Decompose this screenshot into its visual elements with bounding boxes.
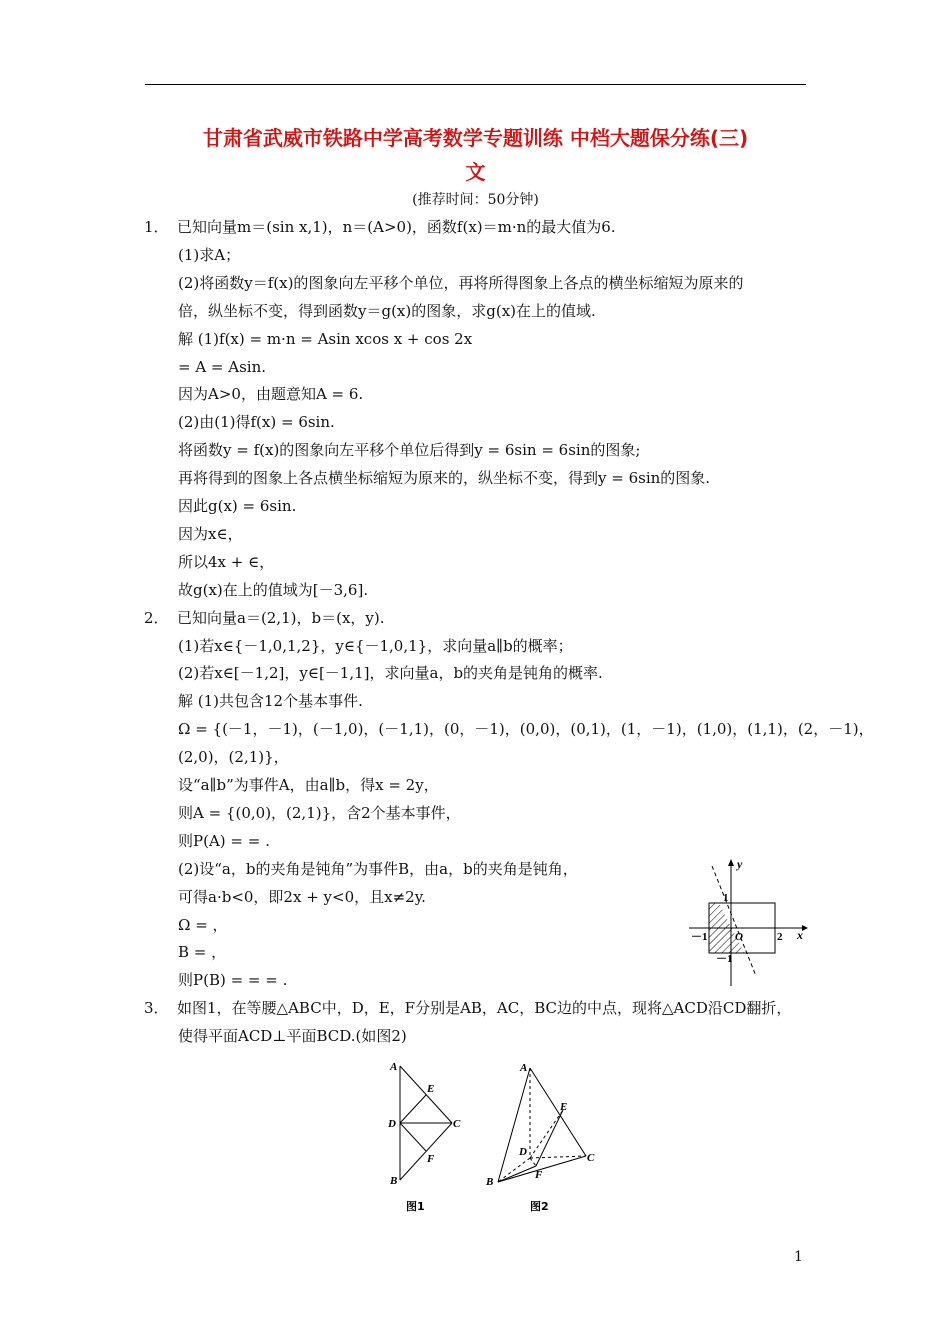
fig1-label-b: B: [390, 1175, 398, 1187]
text-line: [178, 273, 743, 293]
page-title-line2: 文: [465, 160, 486, 184]
line-text: (1)若x∈{－1,0,1,2}，y∈{－1,0,1}，求向量a∥b的概率；: [178, 636, 573, 655]
text-line: [178, 775, 439, 795]
text-line: [178, 524, 243, 544]
fig2-label-f: F: [535, 1169, 543, 1181]
text-line: [178, 636, 573, 656]
line-text: 因为x∈，: [178, 524, 243, 543]
text-line: [178, 412, 335, 432]
time-note: (推荐时间：50分钟): [412, 192, 539, 208]
text-line: [178, 496, 296, 516]
label-y: y: [737, 857, 743, 871]
line-text: 所以4x + ∈，: [178, 552, 275, 571]
line-text: Ω = {(－1，－1)，(－1,0)，(－1,1)，(0，－1)，(0,0)，(0,1)，(1，－1)，(1,0)，(1,1)，(2，－1)，: [178, 720, 874, 739]
fig1-label-e: E: [427, 1083, 435, 1095]
line-text: 再将得到的图象上各点横坐标缩短为原来的，纵坐标不变，得到y = 6sin的图象.: [178, 469, 711, 488]
text-line: [178, 329, 472, 349]
line-text: B = ，: [178, 943, 227, 962]
label-origin: O: [735, 931, 743, 943]
page-number: 1: [794, 1249, 803, 1265]
line-text: 因为A>0，由题意知A = 6.: [178, 385, 364, 404]
line-text: (2)由(1)得f(x) = 6sin.: [178, 413, 335, 432]
fig1-label-c: C: [453, 1118, 461, 1130]
text-line: [178, 357, 266, 377]
text-line: [178, 970, 287, 990]
text-line: [178, 468, 710, 488]
line-text: (2,0)，(2,1)}，: [178, 748, 289, 767]
line-text: 解 (1)f(x) = m·n = Asin xcos x + cos 2x: [178, 329, 473, 348]
line-text: 使得平面ACD⊥平面BCD.(如图2): [178, 1027, 407, 1046]
y-axis: [728, 859, 734, 986]
fig2-label-b: B: [486, 1176, 494, 1188]
line-text: (2)设“a，b的夹角是钝角”为事件B，由a，b的夹角是钝角，: [178, 859, 578, 878]
text-line: [178, 942, 226, 962]
label-neg-one-x: －1: [691, 931, 708, 943]
question-number: 1．: [144, 218, 169, 236]
line-text: 则P(B) = = = .: [178, 971, 288, 990]
line-text: (2)若x∈[－1,2]，y∈[－1,1]，求向量a，b的夹角是钝角的概率.: [178, 664, 603, 683]
line-text: 已知向量m＝(sin x,1)，n＝(A>0)，函数f(x)＝m·n的最大值为6.: [177, 218, 616, 236]
text-line: [178, 831, 270, 851]
line-text: 故g(x)在上的值域为[－3,6].: [178, 580, 369, 599]
line-text: 解 (1)共包含12个基本事件.: [178, 692, 363, 711]
line-text: 可得a·b<0，即2x + y<0，且x≠2y.: [178, 887, 426, 906]
text-line: [178, 915, 228, 935]
line-text: (1)求A；: [178, 245, 241, 264]
line-text: 因此g(x) = 6sin.: [178, 497, 297, 515]
label-two: 2: [777, 931, 783, 943]
text-line: [178, 859, 578, 879]
question-number: 3．: [144, 999, 169, 1018]
text-line: [178, 440, 640, 460]
line-text: = A = Asin.: [178, 357, 267, 376]
fig2-label-c: C: [587, 1152, 595, 1164]
question-number: 2．: [144, 608, 169, 627]
text-line: [178, 301, 596, 321]
fig2-label-d: D: [519, 1146, 527, 1158]
text-line: [178, 803, 461, 823]
figure-1: [380, 1058, 470, 1218]
text-line: [178, 384, 363, 404]
fig1-caption: 图1: [406, 1200, 425, 1213]
line-text: Ω = ，: [178, 915, 228, 934]
line-text: 则P(A) = = .: [178, 831, 270, 850]
line-text: 设“a∥b”为事件A，由a∥b，得x = 2y，: [178, 776, 439, 794]
question-line: [144, 217, 616, 237]
probability-region-graph: [684, 856, 810, 992]
question-line: [144, 608, 385, 628]
line-text: 将函数y = f(x)的图象向左平移个单位后得到y = 6sin = 6sin的图象;: [178, 441, 641, 460]
text-line: [178, 1026, 407, 1046]
text-line: [178, 719, 874, 739]
text-line: [178, 887, 426, 907]
question-line: [144, 998, 791, 1018]
line-text: (2)将函数y＝f(x)的图象向左平移个单位，再将所得图象上各点的横坐标缩短为原来的: [178, 273, 744, 292]
fig1-label-a: A: [390, 1061, 398, 1073]
label-x: x: [797, 928, 803, 942]
text-line: [178, 580, 368, 600]
fig2-label-e: E: [560, 1101, 568, 1113]
text-line: [178, 747, 289, 767]
line-text: 则A = {(0,0)，(2,1)}，含2个基本事件，: [178, 803, 461, 822]
text-line: [178, 691, 363, 711]
line-text: 如图1，在等腰△ABC中，D，E，F分别是AB，AC，BC边的中点，现将△ACD沿CD翻折，: [177, 999, 792, 1018]
fig1-label-f: F: [427, 1153, 435, 1165]
fig2-label-a: A: [520, 1062, 528, 1074]
text-line: [178, 663, 603, 683]
label-one: 1: [723, 892, 729, 904]
page-title: 甘肃省武威市铁路中学高考数学专题训练 中档大题保分练(三): [202, 126, 749, 150]
line-text: 倍，纵坐标不变，得到函数y＝g(x)的图象，求g(x)在上的值域.: [178, 301, 596, 320]
text-line: [178, 245, 240, 265]
header-rule: [145, 84, 806, 85]
line-text: 已知向量a＝(2,1)，b＝(x，y).: [177, 608, 385, 627]
figure-2: [480, 1058, 610, 1218]
label-neg-one-y: －1: [716, 953, 733, 965]
fig1-label-d: D: [388, 1118, 396, 1130]
text-line: [178, 552, 274, 572]
fig2-caption: 图2: [530, 1200, 549, 1213]
